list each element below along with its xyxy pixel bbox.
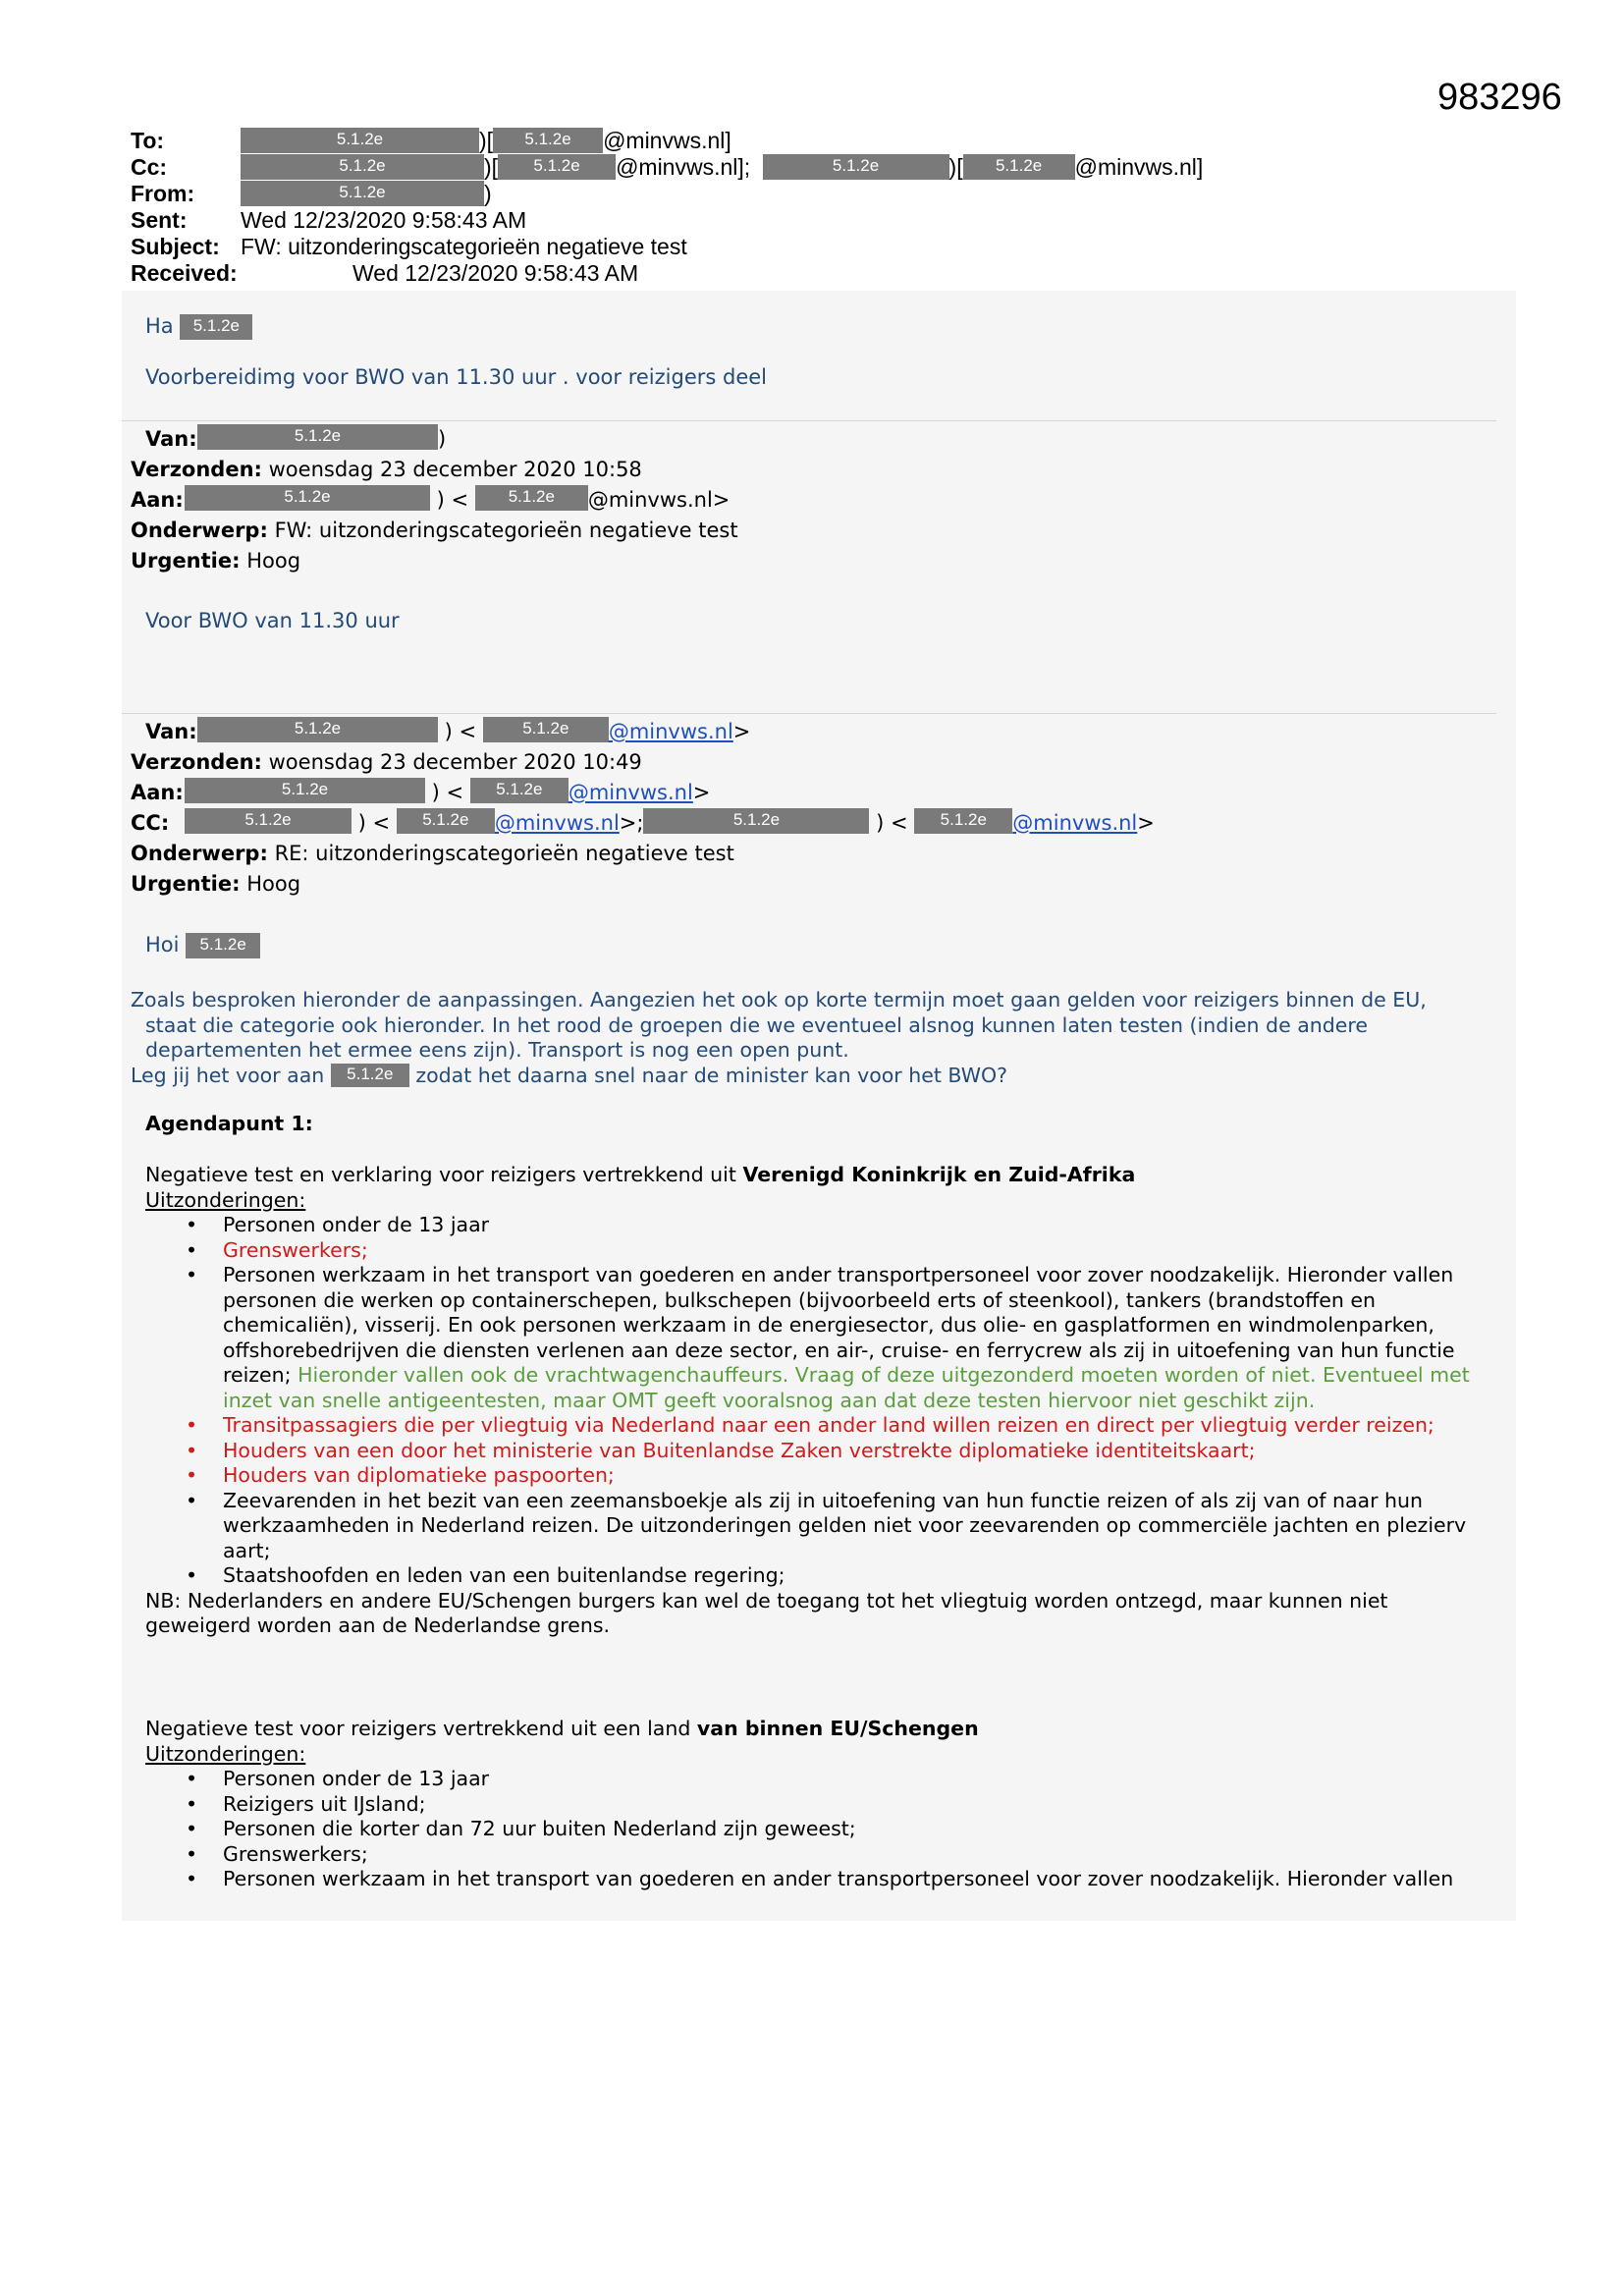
redaction-box: 5.1.2e xyxy=(185,808,352,834)
email-link[interactable]: @minvws.nl xyxy=(568,781,693,804)
list-item: • Staatshoofden en leden van een buitenlandse regering; xyxy=(186,1563,785,1587)
msg3-verzonden: woensdag 23 december 2020 10:49 xyxy=(268,750,642,774)
bullet: • xyxy=(186,1488,198,1512)
list-item: • Zeevarenden in het bezit van een zeemansboekje als zij in uitoefening van hun functie reizen of als zij van of naar hun werkzaamheden in Nederland reizen. De uitzonderingen gelden niet voor zeevarenden op commerciële jachten en plezierv aart; xyxy=(186,1488,1467,1562)
sent-value: Wed 12/23/2020 9:58:43 AM xyxy=(241,207,527,233)
header-sent-row xyxy=(131,207,1240,234)
msg2-verzonden-label: Verzonden: xyxy=(131,458,262,481)
msg1-greeting: Ha xyxy=(145,314,174,338)
redaction-box: 5.1.2e xyxy=(197,424,438,450)
redaction-box: 5.1.2e xyxy=(643,808,869,834)
section-intro-bold: Verenigd Koninkrijk en Zuid-Afrika xyxy=(742,1163,1136,1186)
msg3-aan-label: Aan: xyxy=(131,781,184,804)
redaction-box: 5.1.2e xyxy=(186,933,260,958)
redaction-box: 5.1.2e xyxy=(197,717,438,742)
redaction-box: 5.1.2e xyxy=(914,808,1012,834)
list-item: • Personen onder de 13 jaar xyxy=(186,1213,490,1236)
intro-line: Leg jij het voor aan xyxy=(131,1063,325,1087)
msg3-greeting-line xyxy=(145,933,260,958)
list-item: • Personen onder de 13 jaar xyxy=(186,1767,490,1790)
email-header xyxy=(131,128,1240,287)
bullet: • xyxy=(186,1263,198,1286)
email-link[interactable]: @minvws.nl xyxy=(1012,811,1138,835)
cc-suffix-1: @minvws.nl]; xyxy=(616,154,751,180)
list-item: • Reizigers uit IJsland; xyxy=(186,1791,426,1816)
redaction-box: 5.1.2e xyxy=(963,154,1075,180)
header-from-row: From: 5.1.2e ) xyxy=(131,181,492,206)
redaction-box: 5.1.2e xyxy=(475,485,588,511)
msg3-urgentie-label: Urgentie: xyxy=(131,872,241,896)
agenda-section-1 xyxy=(145,1163,1490,1639)
from-label: From: xyxy=(131,181,195,206)
msg3-greeting: Hoi xyxy=(145,933,180,957)
bullet: • xyxy=(186,1791,198,1816)
header-subject-row xyxy=(131,234,1240,260)
sent-label: Sent: xyxy=(131,207,188,233)
msg2-urgentie: Hoog xyxy=(246,549,301,573)
redaction-box: 5.1.2e xyxy=(241,181,484,206)
msg2-aan-label: Aan: xyxy=(131,488,184,512)
email-link[interactable]: @minvws.nl xyxy=(494,811,620,835)
redaction-box: 5.1.2e xyxy=(397,808,495,834)
msg2-onderwerp: FW: uitzonderingscategorieën negatieve test xyxy=(274,519,738,542)
msg1-text: Voorbereidimg voor BWO van 11.30 uur . voor reizigers deel xyxy=(145,365,768,389)
redaction-box: 5.1.2e xyxy=(763,154,949,180)
section-intro-bold: van binnen EU/Schengen xyxy=(696,1717,979,1740)
list-item: • Grenswerkers; xyxy=(186,1841,368,1866)
list-item: • Transitpassagiers die per vliegtuig via Nederland naar een ander land willen reizen en direct per vliegtuig verder reizen; xyxy=(186,1413,1435,1437)
msg2-meta: Van: 5.1.2e ) Verzonden: woensdag 23 december 2020 10:58 Aan: 5.1.2e ) < 5.1.2e @minvws.nl> Onderwerp: FW: uitzonderingscategorieën negatieve test Urgentie: Hoog xyxy=(131,426,738,573)
cc-suffix-2: @minvws.nl] xyxy=(1074,154,1204,180)
document-number: 983296 xyxy=(1437,77,1562,118)
bullet: • xyxy=(186,1817,198,1840)
agenda-title: Agendapunt 1: xyxy=(145,1112,313,1135)
msg2-van-label: Van: xyxy=(145,427,197,451)
intro-line: staat die categorie ook hieronder. In het rood de groepen die we eventueel alsnog kunnen laten testen (indien de andere xyxy=(145,1012,1368,1037)
intro-line: departementen het ermee eens zijn). Transport is nog een open punt. xyxy=(145,1038,849,1062)
msg2-text: Voor BWO van 11.30 uur xyxy=(145,609,400,632)
msg3-cc-label: CC: xyxy=(131,811,170,835)
cc-label: Cc: xyxy=(131,154,168,180)
to-label: To: xyxy=(131,128,165,153)
bullet: • xyxy=(186,1237,198,1262)
exceptions-label: Uitzonderingen: xyxy=(145,1187,306,1212)
msg3-onderwerp-label: Onderwerp: xyxy=(131,842,268,865)
redaction-box: 5.1.2e xyxy=(185,778,425,803)
msg3-onderwerp: RE: uitzonderingscategorieën negatieve test xyxy=(274,842,734,865)
list-item: • Houders van een door het ministerie van Buitenlandse Zaken verstrekte diplomatieke identiteitskaart; xyxy=(186,1438,1256,1462)
msg2-verzonden: woensdag 23 december 2020 10:58 xyxy=(268,458,642,481)
list-item: • Personen werkzaam in het transport van goederen en ander transportpersoneel voor zover noodzakelijk. Hieronder vallen personen die werken op containerschepen, bulkschepen (bijvoorbeeld erts of steenkool), tankers (brandstoffen en chemicaliën), visserij. En ook personen werkzaam in de energiesector, dus olie- en gasplatformen en windmolenparken, offshorebedrijven die diensten verlenen aan deze sector, en air-, cruise- en ferrycrew als zij in uitoefening van hun functie reizen; Hieronder vallen ook de vrachtwagenchauffeurs. Vraag of deze uitgezonderd moeten worden of niet. Eventueel met inzet van snelle antigeentesten, maar OMT geeft vooralsnog aan dat deze testen hiervoor niet geschikt zijn. xyxy=(186,1263,1470,1412)
section-intro: Negatieve test voor reizigers vertrekkend uit een land xyxy=(145,1717,691,1740)
redaction-box: 5.1.2e xyxy=(180,314,252,340)
redaction-box: 5.1.2e xyxy=(331,1064,409,1087)
msg3-van-label: Van: xyxy=(145,720,197,743)
separator-line xyxy=(122,420,1496,421)
bullet: • xyxy=(186,1438,198,1462)
msg2-onderwerp-label: Onderwerp: xyxy=(131,519,268,542)
redaction-box: 5.1.2e xyxy=(470,778,568,803)
received-label: Received: xyxy=(131,260,238,286)
msg1-greeting-line xyxy=(145,314,252,340)
msg3-verzonden-label: Verzonden: xyxy=(131,750,262,774)
subject-label: Subject: xyxy=(131,234,220,259)
list-item: • Grenswerkers; xyxy=(186,1237,368,1262)
redaction-box: 5.1.2e xyxy=(241,128,479,153)
header-to-row: To: 5.1.2e )[ 5.1.2e @minvws.nl] xyxy=(131,128,731,153)
msg2-aan-suffix: @minvws.nl> xyxy=(587,488,731,512)
exceptions-label: Uitzonderingen: xyxy=(145,1741,306,1766)
section-intro: Negatieve test en verklaring voor reizigers vertrekkend uit xyxy=(145,1163,736,1186)
bullet: • xyxy=(186,1463,198,1487)
bullet: • xyxy=(186,1213,198,1236)
intro-line: Zoals besproken hieronder de aanpassingen. Aangezien het ook op korte termijn moet gaan gelden voor reizigers binnen de EU, xyxy=(131,988,1427,1011)
subject-value: FW: uitzonderingscategorieën negatieve test xyxy=(241,234,687,259)
redaction-box: 5.1.2e xyxy=(241,154,484,180)
msg3-intro xyxy=(131,988,1427,1088)
exceptions-list xyxy=(145,1213,1490,1589)
bullet: • xyxy=(186,1563,198,1587)
intro-line: zodat het daarna snel naar de minister kan voor het BWO? xyxy=(415,1063,1008,1087)
list-item: • Houders van diplomatieke paspoorten; xyxy=(186,1463,615,1487)
separator-line xyxy=(122,713,1496,714)
msg3-meta: Van: 5.1.2e ) < 5.1.2e @minvws.nl> Verzonden: woensdag 23 december 2020 10:49 Aan: 5.1.2e ) < 5.1.2e @minvws.nl> CC: 5.1.2e ) < 5.1.2e @minvws.nl>; 5.1.2e ) < 5.1.2e @minvws.nl> Onderwerp: RE: uitzonderingscategorieën negatieve test Urgentie: Hoog xyxy=(131,719,1155,896)
agenda-section-2 xyxy=(145,1717,1490,1892)
bullet: • xyxy=(186,1413,198,1437)
list-item: • Personen die korter dan 72 uur buiten Nederland zijn geweest; xyxy=(186,1817,856,1840)
email-link[interactable]: @minvws.nl xyxy=(608,720,733,743)
redaction-box: 5.1.2e xyxy=(483,717,609,742)
list-item: • Personen werkzaam in het transport van goederen en ander transportpersoneel voor zover noodzakelijk. Hieronder vallen xyxy=(186,1867,1454,1890)
exceptions-list xyxy=(145,1767,1490,1892)
header-cc-row: Cc: 5.1.2e )[ 5.1.2e @minvws.nl]; 5.1.2e )[ 5.1.2e @minvws.nl] xyxy=(131,154,1204,180)
bullet: • xyxy=(186,1841,198,1866)
redaction-box: 5.1.2e xyxy=(498,154,616,180)
redaction-box: 5.1.2e xyxy=(185,485,430,511)
msg2-urgentie-label: Urgentie: xyxy=(131,549,241,573)
msg3-urgentie: Hoog xyxy=(246,872,301,896)
nb-note: NB: Nederlanders en andere EU/Schengen burgers kan wel de toegang tot het vliegtuig worden ontzegd, maar kunnen niet geweigerd worden aan de Nederlandse grens. xyxy=(145,1588,1388,1637)
received-value: Wed 12/23/2020 9:58:43 AM xyxy=(352,260,639,286)
bullet: • xyxy=(186,1767,198,1790)
header-received-row xyxy=(131,260,1240,287)
redaction-box: 5.1.2e xyxy=(493,128,603,153)
to-suffix: @minvws.nl] xyxy=(603,128,731,153)
bullet: • xyxy=(186,1867,198,1890)
